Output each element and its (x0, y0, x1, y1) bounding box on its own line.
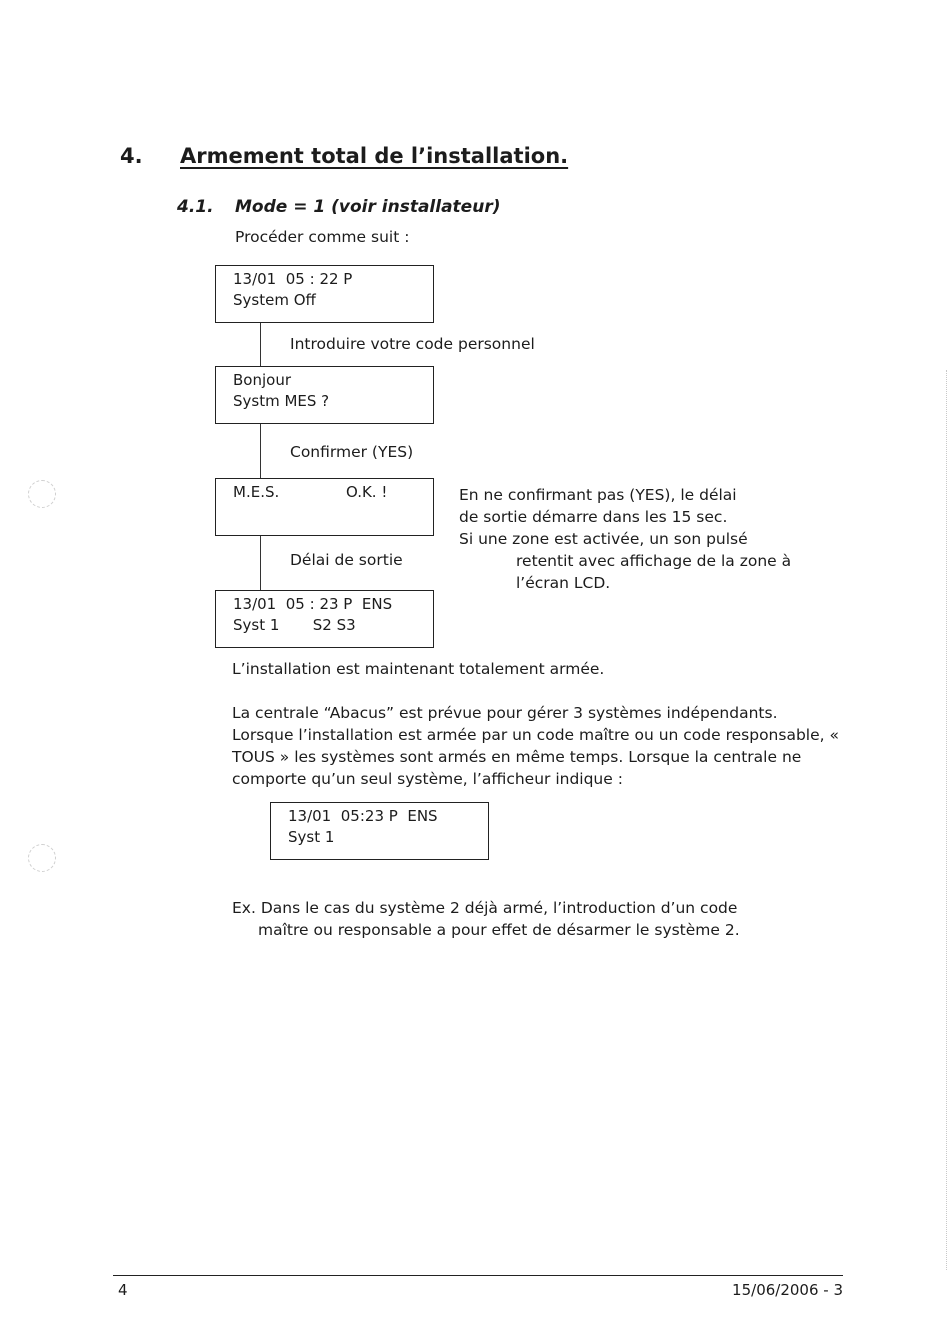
lcd-line-1: 13/01 05 : 23 P ENS (233, 595, 393, 613)
subsection-number: 4.1. (177, 197, 214, 217)
step-enter-code: Introduire votre code personnel (290, 335, 535, 353)
lcd-screen-armed (215, 590, 434, 648)
subsection-intro: Procéder comme suit : (235, 228, 410, 246)
step-exit-delay: Délai de sortie (290, 551, 403, 569)
lcd-screen-single-system (270, 802, 489, 860)
footer-date-page: 15/06/2006 - 3 (732, 1281, 843, 1299)
flow-connector-3 (260, 536, 261, 590)
lcd-screen-system-off (215, 265, 434, 323)
side-note-line: l’écran LCD. (516, 574, 611, 592)
flow-connector-2 (260, 424, 261, 478)
lcd-screen-bonjour (215, 366, 434, 424)
lcd-line-2: Syst 1 (288, 828, 335, 846)
footer-rule (113, 1275, 843, 1276)
lcd-line-2: System Off (233, 291, 316, 309)
scan-edge (946, 370, 947, 1270)
lcd-line-1: 13/01 05:23 P ENS (288, 807, 438, 825)
section-title: Armement total de l’installation. (180, 144, 569, 168)
example-note (232, 897, 740, 941)
armed-status-text: L’installation est maintenant totalement armée. (232, 660, 605, 678)
flow-connector-1 (260, 323, 261, 366)
example-line-2: maître ou responsable a pour effet de désarmer le système 2. (258, 921, 740, 939)
side-note (459, 484, 791, 594)
lcd-line-2: Syst 1 S2 S3 (233, 616, 356, 634)
punch-hole-top (28, 480, 56, 508)
punch-hole-bottom (28, 844, 56, 872)
side-note-line: retentit avec affichage de la zone à (516, 552, 792, 570)
footer-page-number: 4 (118, 1281, 128, 1299)
lcd-line-1: Bonjour (233, 371, 291, 389)
section-number: 4. (120, 144, 143, 168)
lcd-line-1: 13/01 05 : 22 P (233, 270, 353, 288)
lcd-line-1: M.E.S. O.K. ! (233, 483, 388, 501)
lcd-screen-mes-ok (215, 478, 434, 536)
side-note-line: de sortie démarre dans les 15 sec. (459, 508, 728, 526)
example-line-1: Ex. Dans le cas du système 2 déjà armé, l’introduction d’un code (232, 899, 738, 917)
description-paragraph: La centrale “Abacus” est prévue pour gérer 3 systèmes indépendants. Lorsque l’installation est armée par un code maître ou un code responsable, « TOUS » les systèmes sont armés en même temps. Lorsque la centrale ne comporte qu’un seul système, l’afficheur indique : (232, 704, 839, 788)
step-confirm: Confirmer (YES) (290, 443, 414, 461)
lcd-line-2: Systm MES ? (233, 392, 330, 410)
side-note-line: En ne confirmant pas (YES), le délai (459, 486, 737, 504)
side-note-line: Si une zone est activée, un son pulsé (459, 530, 748, 548)
subsection-title: Mode = 1 (voir installateur) (235, 197, 501, 217)
